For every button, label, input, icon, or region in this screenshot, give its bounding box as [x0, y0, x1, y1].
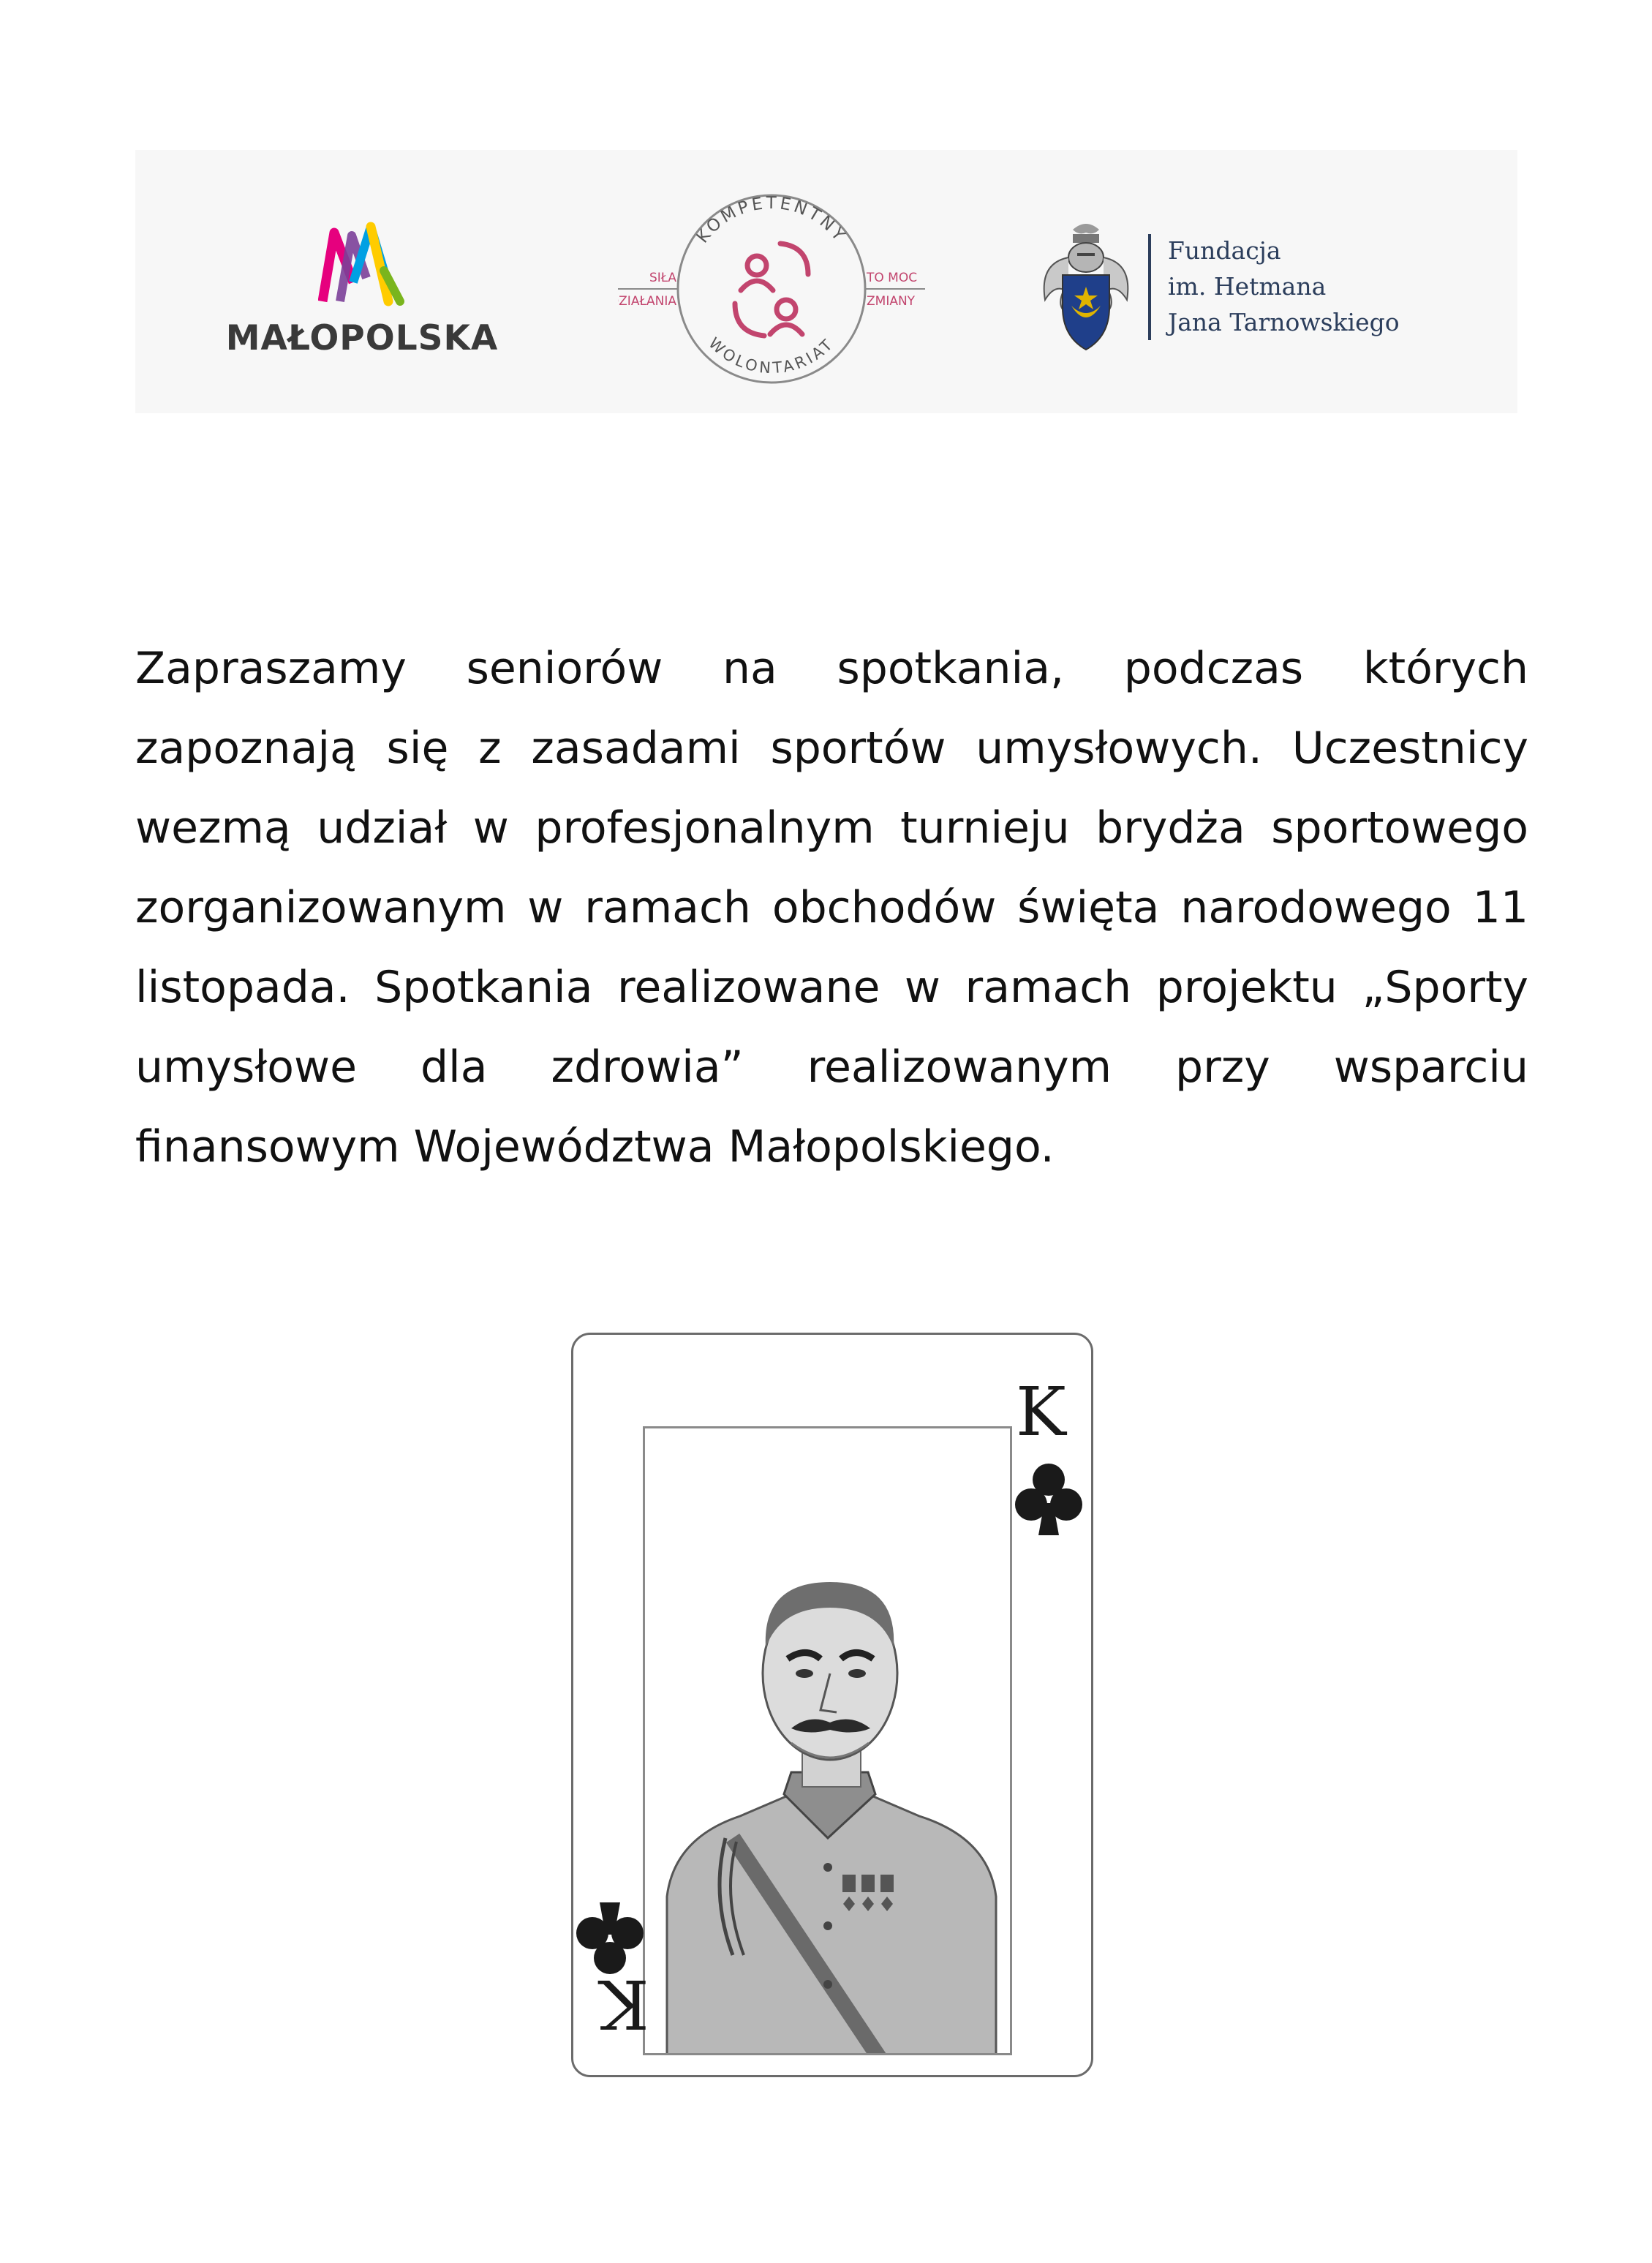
people-circle-icon	[735, 244, 808, 336]
svg-text:KOMPETENTNY	[693, 194, 850, 246]
fundacja-logo	[1035, 219, 1444, 358]
kompetentny-wolontariat-logo	[618, 179, 925, 384]
kompetentny-left-line1: SIŁA	[649, 271, 676, 285]
kompetentny-right-line2: ZMIANY	[867, 294, 916, 309]
malopolska-m-icon	[318, 219, 406, 307]
kompetentny-right-line1: TO MOC	[867, 271, 918, 285]
kompetentny-left-line2: ZIAŁANIA	[619, 294, 676, 309]
portrait-illustration	[645, 1428, 1012, 2055]
logo-banner	[135, 150, 1517, 413]
malopolska-logo	[216, 219, 508, 366]
fundacja-line3: Jana Tarnowskiego	[1168, 308, 1400, 336]
card-portrait-frame	[643, 1426, 1012, 2055]
card-rank-bottom: K	[599, 1965, 649, 2043]
malopolska-wordmark: MAŁOPOLSKA	[225, 318, 499, 358]
card-rank-top: K	[1016, 1373, 1066, 1451]
fundacja-divider	[1148, 234, 1151, 340]
club-icon	[1012, 1459, 1085, 1540]
kompetentny-arc-bottom: WOLONTARIAT	[705, 334, 838, 377]
fundacja-name	[1168, 233, 1400, 340]
invitation-paragraph: Zapraszamy seniorów na spotkania, podczas których zapoznają się z zasadami sportów umysłowych. Uczestnicy wezmą udział w profesjonalnym turnieju brydża sportowego zorganizowanym w ramach obchodów święta narodowego 11 listopada. Spotkania realizowane w ramach projektu „Sporty umysłowe dla zdrowia” realizowanym przy wsparciu finansowym Województwa Małopolskiego.	[135, 643, 1528, 1172]
fundacja-line2: im. Hetmana	[1168, 272, 1327, 301]
fundacja-line1: Fundacja	[1168, 236, 1281, 265]
kompetentny-arc-top: KOMPETENTNY	[693, 193, 850, 247]
coat-of-arms-icon	[1035, 219, 1137, 358]
playing-card-king-of-clubs	[571, 1333, 1093, 2077]
